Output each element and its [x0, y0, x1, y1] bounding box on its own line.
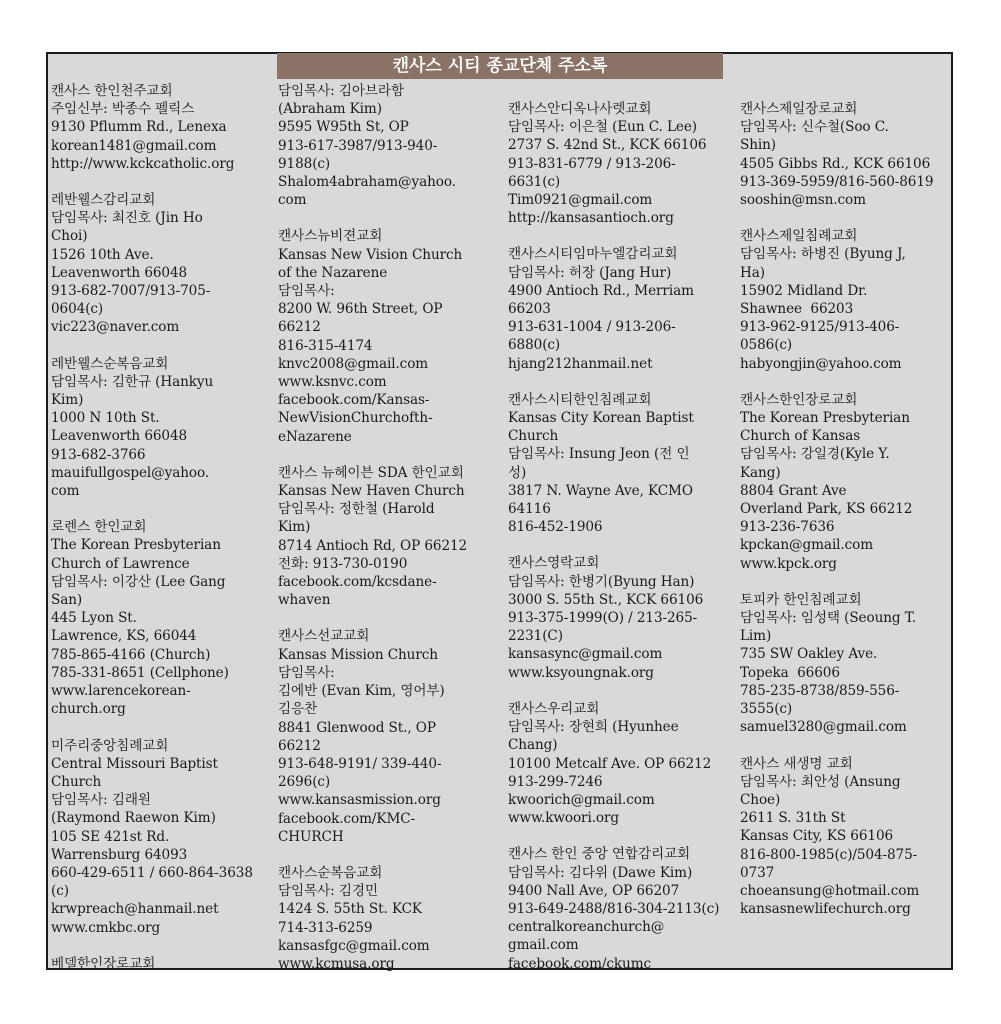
entry-line: 담임목사: 한병기(Byung Han): [508, 573, 695, 590]
entry-line: of the Nazarene: [278, 264, 388, 281]
entry-line: 3555(c): [740, 701, 793, 718]
entry-line: 913-299-7246: [508, 773, 603, 790]
entry-line: 816-452-1906: [508, 519, 603, 536]
church-name: 캔사스시티임마누엘감리교회: [508, 246, 678, 263]
entry-line: 담임목사: Insung Jeon (전 인: [508, 446, 690, 463]
entry-line: 64116: [508, 501, 551, 518]
entry-line: Kansas New Haven Church: [278, 483, 465, 500]
entry-line: korean1481@gmail.com: [51, 137, 217, 154]
entry-line: 66212: [278, 319, 321, 336]
entry-line: www.kwoori.org: [508, 810, 620, 827]
entry-line: Kim): [278, 519, 311, 536]
entry-line: 2231(C): [508, 628, 563, 645]
church-name: 레반웰스순복음교회: [51, 355, 169, 372]
entry-line: Church of Lawrence: [51, 555, 190, 572]
entry-line: com: [51, 483, 80, 500]
entry-line: whaven: [278, 592, 331, 609]
entry-line: 0737: [740, 864, 775, 881]
entry-line: 913-236-7636: [740, 519, 835, 536]
entry-line: 9130 Pflumm Rd., Lenexa: [51, 119, 227, 136]
entry-line: 6880(c): [508, 337, 561, 354]
entry-line: 714-313-6259: [278, 919, 373, 936]
church-entry: [740, 755, 964, 919]
entry-line: www.ksnvc.com: [278, 374, 387, 391]
entry-line: Lim): [740, 628, 772, 645]
entry-line: 913-831-6779 / 913-206-: [508, 155, 676, 172]
entry-line: 담임목사: 이강산 (Lee Gang: [51, 573, 226, 590]
entry-line: 김응찬: [278, 701, 318, 718]
entry-line: Church of Kansas: [740, 428, 861, 445]
church-entry: [278, 627, 502, 845]
page-title: 캔사스 시티 종교단체 주소록: [277, 53, 723, 79]
entry-line: vic223@naver.com: [51, 319, 180, 336]
church-name: 캔사스 한인 중앙 연합감리교회: [508, 846, 691, 863]
entry-line: 1526 10th Ave.: [51, 246, 154, 263]
entry-line: Kim): [51, 392, 84, 409]
church-entry: [51, 737, 275, 937]
entry-line: CHURCH: [278, 828, 344, 845]
church-name: 캔사스우리교회: [508, 700, 600, 717]
entry-line: kansasnewlifechurch.org: [740, 901, 911, 918]
entry-line: 735 SW Oakley Ave.: [740, 646, 878, 663]
entry-line: www.ksyoungnak.org: [508, 664, 654, 681]
entry-line: 913-962-9125/913-406-: [740, 319, 900, 336]
entry-line: 0604(c): [51, 301, 104, 318]
entry-line: 445 Lyon St.: [51, 610, 137, 627]
entry-line: krwpreach@hanmail.net: [51, 901, 219, 918]
column-4: [740, 100, 964, 936]
church-name: 담임목사: 김아브라함: [278, 83, 404, 99]
entry-line: The Korean Presbyterian: [740, 410, 910, 427]
entry-line: kansasync@gmail.com: [508, 646, 663, 663]
church-entry: [51, 82, 275, 173]
church-entry: [278, 227, 502, 445]
entry-line: 10100 Metcalf Ave. OP 66212: [508, 755, 712, 772]
entry-line: 15902 Midland Dr.: [740, 282, 868, 299]
entry-line: 66203: [508, 301, 551, 318]
entry-line: 913-648-9191/ 339-440-: [278, 755, 442, 772]
entry-line: 785-331-8651 (Cellphone): [51, 664, 229, 681]
church-name: 레반웰스감리교회: [51, 192, 156, 209]
church-entry: [508, 700, 732, 827]
entry-line: choeansung@hotmail.com: [740, 882, 920, 899]
entry-line: Central Missouri Baptist: [51, 755, 218, 772]
church-name: 캔사스 한인천주교회: [51, 83, 173, 99]
entry-line: (Raymond Raewon Kim): [51, 810, 216, 827]
entry-line: 6631(c): [508, 173, 561, 190]
entry-line: centralkoreanchurch@: [508, 919, 665, 936]
church-entry: [508, 845, 732, 972]
entry-line: 816-315-4174: [278, 337, 373, 354]
church-name: 캔사스 새생명 교회: [740, 755, 853, 772]
entry-line: 913-375-1999(O) / 213-265-: [508, 610, 698, 627]
entry-line: 66212: [278, 737, 321, 754]
church-name: 토피카 한인침례교회: [740, 591, 862, 608]
entry-line: Shalom4abraham@yahoo.: [278, 174, 456, 191]
entry-line: Kansas City, KS 66106: [740, 828, 894, 845]
column-1: [51, 82, 275, 991]
entry-line: Choe): [740, 791, 781, 808]
entry-line: 8714 Antioch Rd, OP 66212: [278, 537, 468, 554]
entry-line: church.org: [51, 701, 126, 718]
entry-line: 담임목사: 하병진 (Byung J,: [740, 246, 906, 263]
entry-line: 담임목사: 김한규 (Hankyu: [51, 373, 214, 390]
church-entry: [508, 100, 732, 227]
column-2: [278, 82, 502, 991]
entry-line: 4900 Antioch Rd., Merriam: [508, 282, 694, 299]
entry-line: 담임목사: 장현희 (Hyunhee: [508, 719, 679, 736]
entry-line: 담임목사: 김래원: [51, 792, 151, 809]
entry-line: kpckan@gmail.com: [740, 537, 874, 554]
entry-line: (c): [51, 883, 69, 900]
church-name: 캔사스시티한인침례교회: [508, 391, 652, 408]
entry-line: www.kansasmission.org: [278, 792, 441, 809]
entry-line: 9400 Nall Ave, OP 66207: [508, 882, 680, 899]
church-entry: [740, 591, 964, 737]
church-entry: [508, 245, 732, 372]
church-name: 캔사스 뉴헤이븐 SDA 한인교회: [278, 464, 464, 481]
entry-line: facebook.com/KMC-: [278, 810, 416, 827]
entry-line: 3817 N. Wayne Ave, KCMO: [508, 482, 693, 499]
entry-line: San): [51, 592, 83, 609]
entry-line: habyongjin@yahoo.com: [740, 355, 902, 372]
entry-line: facebook.com/kcsdane-: [278, 574, 437, 591]
entry-line: Leavenworth 66048: [51, 428, 188, 445]
entry-line: 913-649-2488/816-304-2113(c): [508, 900, 720, 917]
entry-line: 1424 S. 55th St. KCK: [278, 901, 422, 918]
church-entry: [51, 355, 275, 501]
entry-line: facebook.com/ckumc: [508, 955, 651, 972]
entry-line: Kang): [740, 464, 781, 481]
church-name: 캔사스순복음교회: [278, 864, 383, 881]
entry-line: www.kpck.org: [740, 555, 837, 572]
entry-line: The Korean Presbyterian: [51, 537, 221, 554]
entry-line: Overland Park, KS 66212: [740, 501, 913, 518]
entry-line: 담임목사:: [278, 283, 335, 300]
entry-line: http://kansasantioch.org: [508, 210, 674, 227]
entry-line: 1000 N 10th St.: [51, 410, 160, 427]
entry-line: Kansas New Vision Church: [278, 246, 463, 263]
entry-line: eNazarene: [278, 428, 352, 445]
entry-line: 담임목사: 신수철(Soo C.: [740, 119, 889, 136]
entry-line: 816-800-1985(c)/504-875-: [740, 846, 918, 863]
church-entry: [740, 227, 964, 373]
entry-line: 2696(c): [278, 774, 331, 791]
church-name: 캔사스영락교회: [508, 555, 600, 572]
entry-line: 담임목사: 임성택 (Seoung T.: [740, 610, 916, 627]
church-name: 베델한인장로교회: [51, 955, 156, 972]
church-entry: [51, 191, 275, 337]
church-entry: [278, 82, 502, 209]
entry-line: www.cmkbc.org: [51, 919, 161, 936]
church-name: 미주리중앙침례교회: [51, 737, 169, 754]
entry-line: 김에반 (Evan Kim, 영어부): [278, 683, 445, 700]
entry-line: 9188(c): [278, 155, 331, 172]
entry-line: 담임목사:: [278, 664, 335, 681]
church-name: 캔사스안디옥나사렛교회: [508, 101, 652, 117]
church-entry: [51, 955, 275, 973]
entry-line: Church: [508, 428, 559, 445]
church-entry: [740, 391, 964, 573]
entry-line: 913-682-3766: [51, 446, 146, 463]
church-entry: [508, 554, 732, 681]
entry-line: 913-631-1004 / 913-206-: [508, 319, 676, 336]
entry-line: http://www.kckcatholic.org: [51, 155, 235, 172]
entry-line: 660-429-6511 / 660-864-3638: [51, 864, 253, 881]
entry-line: gmail.com: [508, 937, 579, 954]
entry-line: 담임목사: 최안성 (Ansung: [740, 773, 901, 790]
entry-line: 담임목사: 정한철 (Harold: [278, 501, 435, 518]
entry-line: 담임목사: 허장 (Jang Hur): [508, 264, 672, 281]
entry-line: Warrensburg 64093: [51, 846, 188, 863]
entry-line: 담임목사: 김다위 (Dawe Kim): [508, 864, 693, 881]
church-entry: [740, 100, 964, 209]
church-entry: [51, 518, 275, 718]
entry-line: Tim0921@gmail.com: [508, 192, 653, 209]
entry-line: Leavenworth 66048: [51, 264, 188, 281]
entry-line: facebook.com/Kansas-: [278, 392, 430, 409]
entry-line: 8804 Grant Ave: [740, 482, 847, 499]
entry-line: Kansas Mission Church: [278, 646, 438, 663]
entry-line: 담임목사: 강일경(Kyle Y.: [740, 446, 890, 463]
entry-line: NewVisionChurchofth-: [278, 410, 433, 427]
column-3: [508, 100, 732, 991]
entry-line: Shawnee 66203: [740, 301, 854, 318]
entry-line: hjang212hanmail.net: [508, 355, 653, 372]
entry-line: Chang): [508, 737, 558, 754]
entry-line: Lawrence, KS, 66044: [51, 628, 197, 645]
entry-line: Ha): [740, 264, 765, 281]
entry-line: 담임목사: 김경민: [278, 883, 378, 900]
entry-line: 전화: 913-730-0190: [278, 555, 408, 572]
entry-line: kansasfgc@gmail.com: [278, 937, 430, 954]
entry-line: kwoorich@gmail.com: [508, 791, 655, 808]
entry-line: (Abraham Kim): [278, 101, 382, 118]
entry-line: 2611 S. 31th St: [740, 810, 846, 827]
entry-line: 2737 S. 42nd St., KCK 66106: [508, 137, 707, 154]
entry-line: 성): [508, 464, 527, 481]
church-entry: [278, 864, 502, 973]
church-name: 캔사스뉴비젼교회: [278, 228, 383, 245]
entry-line: com: [278, 192, 307, 209]
church-name: 캔사스한인장로교회: [740, 391, 858, 408]
entry-line: 8841 Glenwood St., OP: [278, 719, 436, 736]
church-entry: [508, 391, 732, 537]
entry-line: Kansas City Korean Baptist: [508, 410, 694, 427]
entry-line: www.larencekorean-: [51, 683, 191, 700]
entry-line: 담임목사: 최진호 (Jin Ho: [51, 210, 203, 227]
entry-line: 4505 Gibbs Rd., KCK 66106: [740, 155, 931, 172]
entry-line: 913-682-7007/913-705-: [51, 283, 211, 300]
entry-line: www.kcmusa.org: [278, 955, 395, 972]
entry-line: 785-865-4166 (Church): [51, 646, 211, 663]
entry-line: 3000 S. 55th St., KCK 66106: [508, 591, 704, 608]
church-name: 캔사스제일침례교회: [740, 228, 858, 245]
entry-line: 105 SE 421st Rd.: [51, 828, 170, 845]
entry-line: sooshin@msn.com: [740, 192, 866, 209]
entry-line: knvc2008@gmail.com: [278, 355, 429, 372]
entry-line: Topeka 66606: [740, 664, 840, 681]
entry-line: 담임목사: 이은철 (Eun C. Lee): [508, 119, 697, 136]
entry-line: 주임신부: 박종수 펠릭스: [51, 101, 195, 118]
church-name: 캔사스제일장로교회: [740, 101, 858, 117]
entry-line: mauifullgospel@yahoo.: [51, 464, 210, 481]
entry-line: 0586(c): [740, 337, 793, 354]
entry-line: 785-235-8738/859-556-: [740, 682, 900, 699]
church-entry: [278, 464, 502, 610]
church-name: 캔사스선교교회: [278, 628, 370, 645]
entry-line: 913-617-3987/913-940-: [278, 137, 438, 154]
church-name: 로렌스 한인교회: [51, 519, 147, 536]
entry-line: Shin): [740, 137, 776, 154]
entry-line: 913-369-5959/816-560-8619: [740, 173, 934, 190]
entry-line: samuel3280@gmail.com: [740, 719, 907, 736]
entry-line: 8200 W. 96th Street, OP: [278, 301, 443, 318]
entry-line: Choi): [51, 228, 88, 245]
entry-line: Church: [51, 773, 102, 790]
entry-line: 9595 W95th St, OP: [278, 119, 409, 136]
